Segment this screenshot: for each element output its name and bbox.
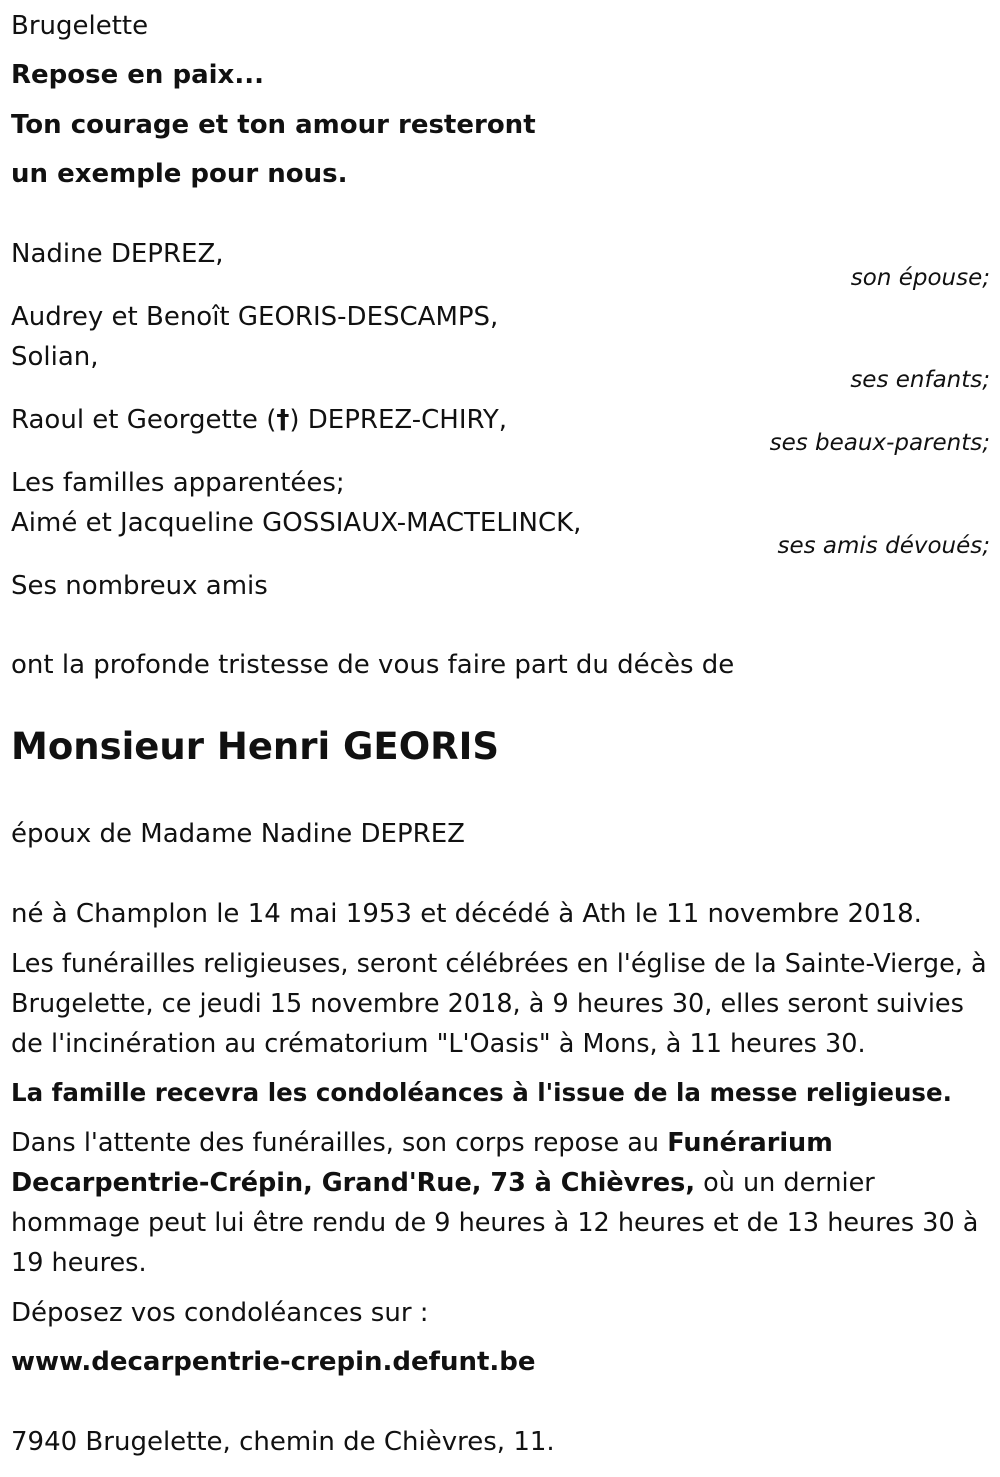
relation-inlaws: ses beaux-parents; (769, 430, 990, 456)
verse-line-2: Ton courage et ton amour resteront (11, 110, 536, 140)
funerarium-address: Funérarium Decarpentrie-Crépin, Grand'Rue, 73 à Chièvres, (11, 1128, 833, 1198)
cross-icon: † (276, 405, 290, 435)
family-raoul (11, 405, 507, 435)
announcement-intro: ont la profonde tristesse de vous faire part du décès de (11, 650, 735, 680)
family-aime: Aimé et Jacqueline GOSSIAUX-MACTELINCK, (11, 508, 582, 538)
rest-suffix: où un dernier hommage peut lui être rendu de 9 heures à 12 heures et de 13 heures 30 à 19 heures. (11, 1168, 979, 1278)
location-text: Brugelette (11, 11, 149, 41)
verse-line-3: un exemple pour nous. (11, 159, 348, 189)
relation-friends: ses amis dévoués; (777, 533, 990, 559)
family-raoul-suffix: ) DEPREZ-CHIRY, (289, 405, 508, 435)
family-audrey: Audrey et Benoît GEORIS-DESCAMPS, (11, 302, 499, 332)
funeral-details: Les funérailles religieuses, seront célébrées en l'église de la Sainte-Vierge, à Brugelette, ce jeudi 15 novembre 2018, à 9 heures 30, elles seront suivies de l'incinération au crématorium "L'Oasis" à Mons, à 11 heures 30. (11, 949, 987, 1059)
rest-paragraph (11, 1123, 991, 1283)
condolences-note: La famille recevra les condoléances à l'issue de la messe religieuse. (11, 1078, 952, 1107)
relation-children: ses enfants; (850, 367, 990, 393)
family-raoul-prefix: Raoul et Georgette ( (11, 405, 277, 435)
rest-prefix: Dans l'attente des funérailles, son corps repose au (11, 1128, 668, 1158)
birth-death-text: né à Champlon le 14 mai 1953 et décédé à Ath le 11 novembre 2018. (11, 899, 922, 929)
deceased-name: Monsieur Henri GEORIS (11, 725, 500, 768)
website-link[interactable]: www.decarpentrie-crepin.defunt.be (11, 1347, 536, 1377)
family-nadine: Nadine DEPREZ, (11, 239, 224, 269)
family-solian: Solian, (11, 342, 99, 372)
family-relatives: Les familles apparentées; (11, 468, 345, 498)
relation-spouse: son épouse; (850, 265, 990, 291)
family-many-friends: Ses nombreux amis (11, 571, 268, 601)
verse-line-1: Repose en paix... (11, 60, 264, 90)
online-condolences-label: Déposez vos condoléances sur : (11, 1298, 429, 1328)
address-text: 7940 Brugelette, chemin de Chièvres, 11. (11, 1427, 555, 1457)
spouse-of-text: époux de Madame Nadine DEPREZ (11, 819, 465, 849)
